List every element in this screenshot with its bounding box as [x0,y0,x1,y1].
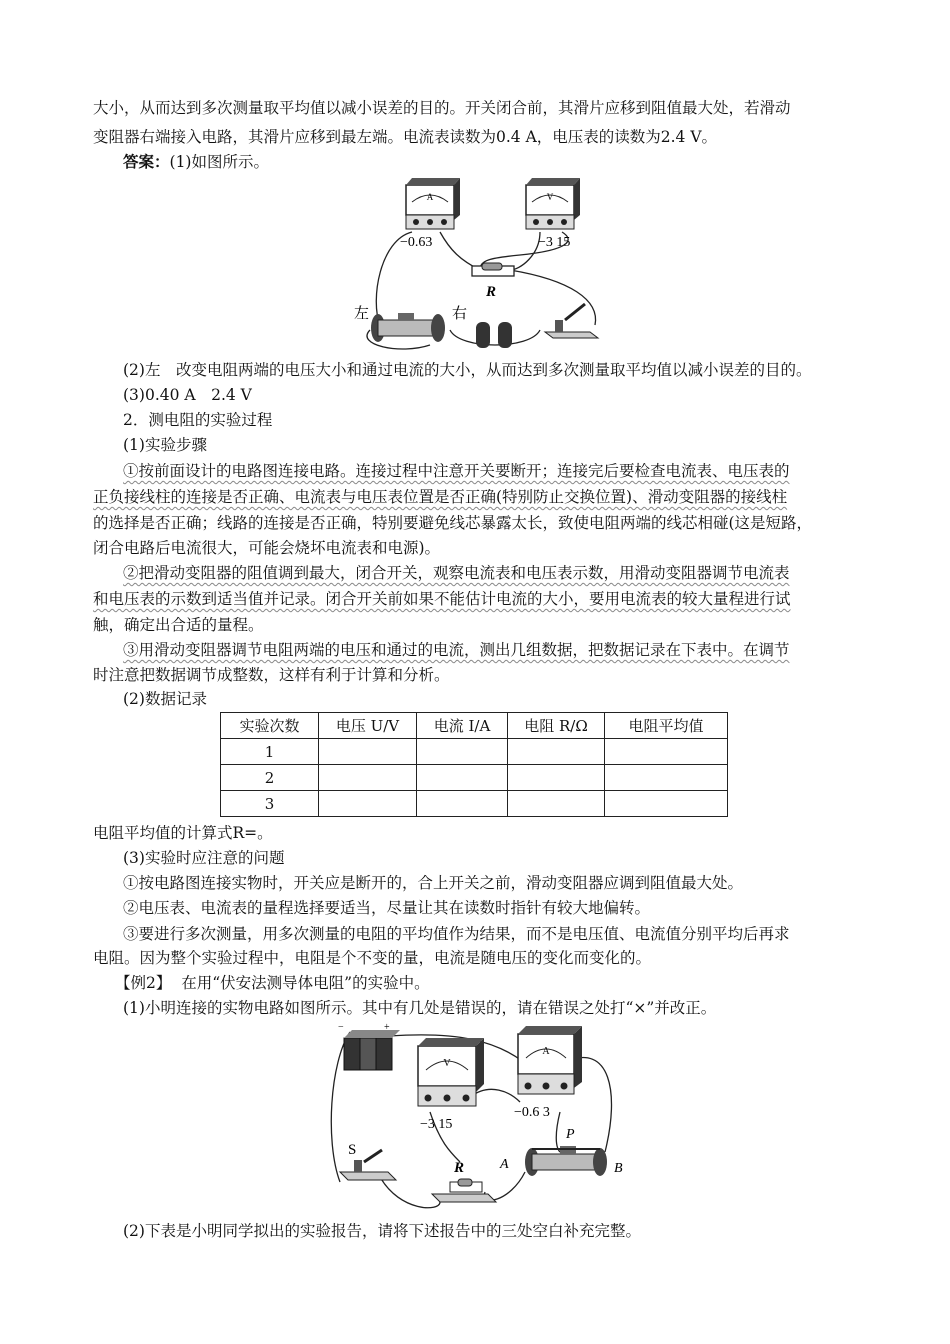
switch-label: S [348,1142,357,1158]
wire [470,1089,520,1102]
para-line: 电阻。因为整个实验过程中，电阻是个不变的量，电流是随电压的变化而变化的。 [93,949,652,967]
para-line: ③要进行多次测量，用多次测量的电阻的平均值作为结果，而不是电压值、电流值分别平均后再求 [123,925,790,943]
circuit-figure-2 [320,1022,640,1218]
table-cell [417,791,508,817]
para-line: 闭合电路后电流很大，可能会烧坏电流表和电源)。 [93,539,441,557]
ammeter [406,178,460,229]
ammeter-terminals: −0.63 [400,235,433,250]
table-cell [508,765,605,791]
para-line: ②把滑动变阻器的阻值调到最大，闭合开关，观察电流表和电压表示数，用滑动变阻器调节电流表 [123,564,790,582]
wire [380,1177,440,1208]
battery-plus: + [384,1022,390,1033]
answer-1: (1)如图所示。 [169,153,269,171]
example-text: 在用“伏安法测导体电阻”的实验中。 [181,974,430,992]
battery-minus: − [338,1022,344,1033]
resistor-label: R [486,284,497,300]
formula-line: 电阻平均值的计算式R=。 [93,824,273,842]
ammeter-symbol: A [542,1046,550,1057]
table-header: 电阻 R/Ω [508,713,605,739]
rheostat [525,1146,607,1176]
table-header: 实验次数 [221,713,319,739]
question-2: (2)下表是小明同学拟出的实验报告，请将下述报告中的三处空白补充完整。 [123,1222,641,1240]
table-header: 电流 I/A [417,713,508,739]
table-cell [319,765,417,791]
table-cell [508,791,605,817]
answer-2: (2)左 改变电阻两端的电压大小和通过电流的大小，从而达到多次测量取平均值以减小误差的目的。 [123,361,812,379]
subsection-title: (2)数据记录 [123,690,207,708]
answer-heading [123,151,269,173]
para-line: ①按前面设计的电路图连接电路。连接过程中注意开关要断开；连接完后要检查电流表、电压表的 [123,462,790,480]
battery-pack [344,1030,400,1070]
table-cell: 2 [221,765,319,791]
ammeter-terminals: −0.6 3 [514,1105,550,1120]
question-1: (1)小明连接的实物电路如图所示。其中有几处是错误的，请在错误之处打“×”并改正。 [123,999,717,1017]
table-cell [319,739,417,765]
circuit-figure-1 [340,170,610,360]
voltmeter-terminals: −3 15 [420,1117,453,1132]
para-line: 的选择是否正确；线路的连接是否正确，特别要避免线芯暴露太长，致使电阻两端的线芯相碰(这是短路， [93,514,813,532]
voltmeter-symbol: V [546,192,554,202]
end-a-label: A [500,1157,509,1172]
table-cell [417,765,508,791]
table-cell: 3 [221,791,319,817]
left-label: 左 [354,306,370,322]
resistor [432,1179,496,1202]
resistor-label: R [454,1160,465,1176]
para-line: 大小，从而达到多次测量取平均值以减小误差的目的。开关闭合前，其滑片应移到阻值最大处，若滑动 [93,99,791,117]
slider-label: P [566,1127,575,1142]
table-cell [605,739,728,765]
table-cell [605,765,728,791]
para-line: 触，确定出合适的量程。 [93,616,264,634]
wire [556,1112,560,1152]
table-header: 电阻平均值 [605,713,728,739]
answer-label: 答案： [123,153,170,171]
voltmeter-symbol: V [443,1058,451,1069]
section-title: 2．测电阻的实验过程 [123,411,273,429]
para-line: 正负接线柱的连接是否正确、电流表与电压表位置是否正确(特别防止交换位置)、滑动变阻器的接线柱 [93,488,788,506]
table-row [221,765,728,791]
wire [510,232,540,270]
resistor [472,263,514,276]
voltmeter [418,1038,484,1106]
battery [476,322,512,348]
table-cell: 1 [221,739,319,765]
table-cell [508,739,605,765]
ammeter-symbol: A [426,192,434,202]
subsection-title: (3)实验时应注意的问题 [123,849,285,867]
table-cell [605,791,728,817]
example-line [115,972,430,994]
end-b-label: B [614,1161,623,1176]
para-line: ②电压表、电流表的量程选择要适当，尽量让其在读数时指针有较大地偏转。 [123,899,651,917]
table-row [221,739,728,765]
wire [510,270,596,325]
voltmeter [526,178,580,229]
table-row [221,791,728,817]
table-cell [319,791,417,817]
right-label: 右 [452,306,468,322]
switch [545,304,598,338]
subsection-title: (1)实验步骤 [123,436,207,454]
para-line: 和电压表的示数到适当值并记录。闭合开关前如果不能估计电流的大小，要用电流表的较大量程进行试 [93,590,791,608]
table-header-row [221,713,728,739]
table-header: 电压 U/V [319,713,417,739]
wire [450,330,540,345]
example-label: 【例2】 [115,974,172,992]
voltmeter-terminals: −3 15 [538,235,571,250]
para-line: 时注意把数据调节成整数，这样有利于计算和分析。 [93,666,450,684]
table-cell [417,739,508,765]
answer-3: (3)0.40 A 2.4 V [123,386,252,404]
para-line: 变阻器右端接入电路，其滑片应移到最左端。电流表读数为0.4 A，电压表的读数为2.4 V。 [93,128,718,146]
ammeter [518,1026,582,1094]
rheostat [371,313,445,342]
para-line: ③用滑动变阻器调节电阻两端的电压和通过的电流，测出几组数据，把数据记录在下表中。在调节 [123,641,790,659]
wire [440,232,480,270]
para-line: ①按电路图连接实物时，开关应是断开的，合上开关之前，滑动变阻器应调到阻值最大处。 [123,874,744,892]
data-table [220,712,728,817]
